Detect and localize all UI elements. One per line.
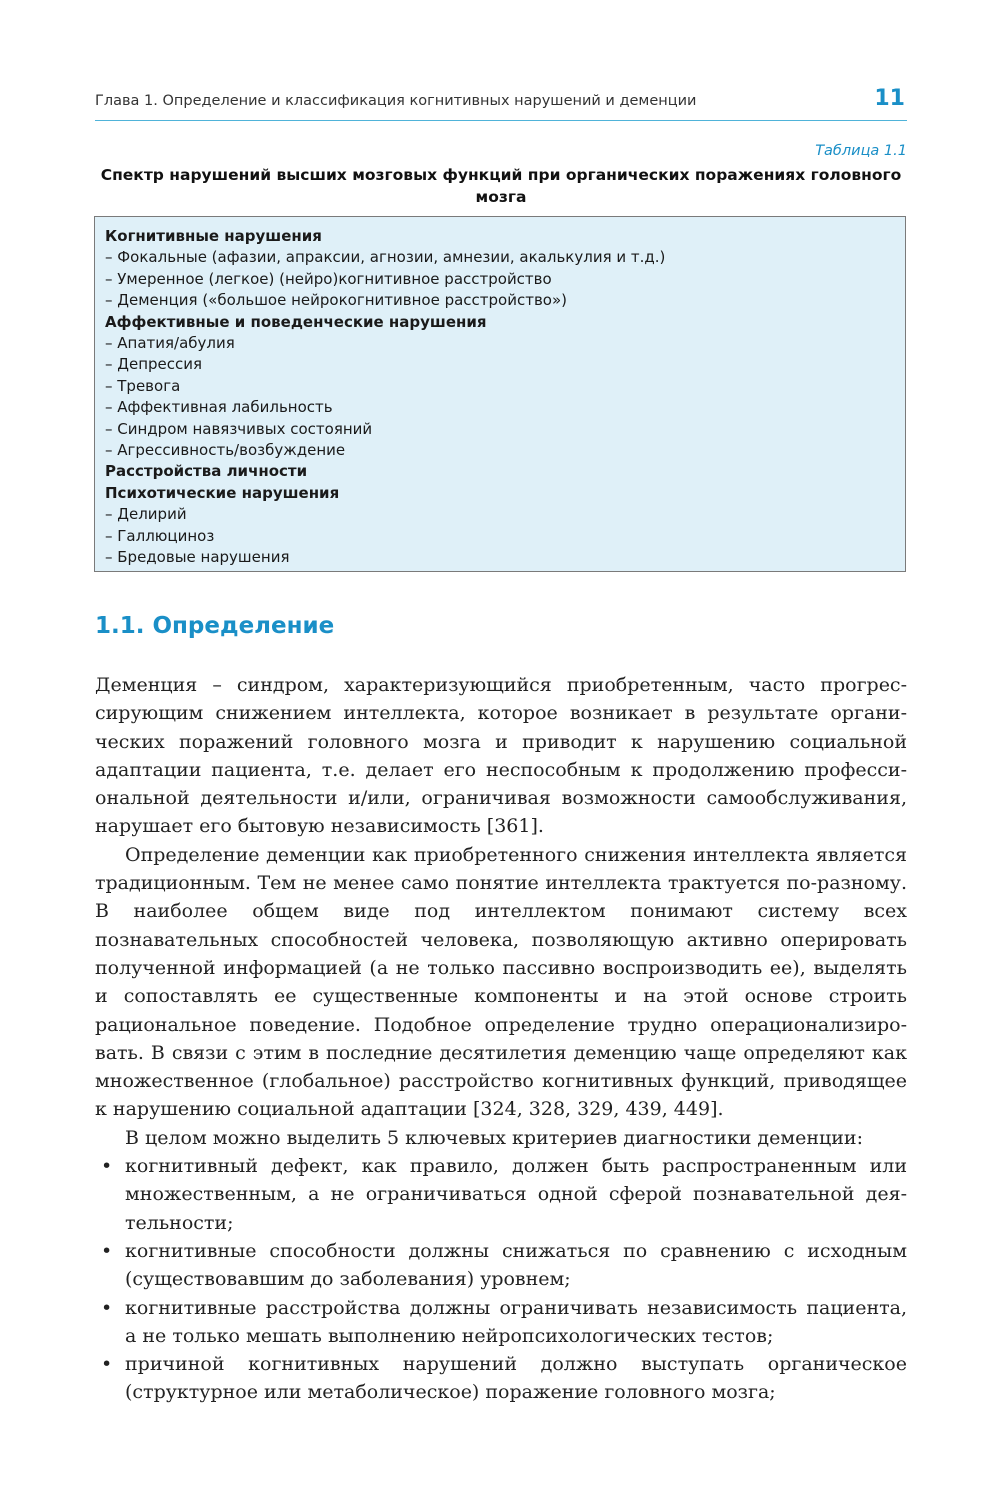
table-row: – Галлюциноз	[105, 526, 215, 545]
table-row: – Фокальные (афазии, апраксии, агнозии, амнезии, акалькулия и т.д.)	[105, 248, 666, 267]
section-heading: 1.1. Определение	[95, 613, 335, 639]
table-row: Расстройства личности	[105, 462, 308, 481]
list-item	[95, 1294, 907, 1351]
table-row: – Умеренное (легкое) (нейро)когнитивное расстройство	[105, 269, 552, 288]
list-item	[95, 1152, 907, 1237]
bullet-icon: •	[101, 1155, 113, 1178]
page-number: 11	[874, 86, 905, 111]
body-text	[95, 671, 907, 1407]
bullet-icon: •	[101, 1296, 113, 1319]
table-row: – Синдром навязчивых состояний	[105, 419, 373, 438]
bullet-icon: •	[101, 1353, 113, 1376]
chapter-title: Глава 1. Определение и классификация когнитивных нарушений и деменции	[95, 93, 697, 109]
paragraph-intellect: Определение деменции как приобретенного снижения интеллекта является традиционным. Тем не менее само понятие интеллекта трактуется по-разному. В наиболее общем виде под интеллектом понимают систему всех познавательных способностей человека, позволяющую активно оперировать полученной информацией (а не только пассивно воспроизводить ее), выделять и сопоставлять ее существенные компоненты и на этой основе строить рациональное поведение. Подобное определение трудно операционализировать. В связи с этим в последние десятилетия деменцию чаще определяют как множественное (глобальное) расстройство когнитивных функций, приводящее к нарушению социальной адаптации [324, 328, 329, 439, 449].	[95, 843, 907, 1121]
list-item-text: когнитивные расстройства должны ограничивать независимость пациента, а не только мешать выполнению нейропсихологических тестов;	[125, 1296, 907, 1347]
bullet-icon: •	[101, 1239, 113, 1262]
table-row: – Делирий	[105, 505, 187, 524]
table-box	[94, 216, 906, 572]
list-item-text: когнитивный дефект, как правило, должен быть распространенным или множественным, а не ограничиваться одной сферой познавательной деятельности;	[125, 1155, 907, 1234]
list-item	[95, 1237, 907, 1294]
table-row: Психотические нарушения	[105, 483, 340, 502]
criteria-list	[95, 1152, 907, 1407]
table-row: – Бредовые нарушения	[105, 548, 290, 567]
list-item-text: причиной когнитивных нарушений должно выступать органическое (структурное или метаболическое) поражение головного мозга;	[125, 1353, 907, 1404]
table-row: – Аффективная лабильность	[105, 398, 333, 417]
table-row: – Тревога	[105, 376, 181, 395]
paragraph-criteria-intro: В целом можно выделить 5 ключевых критериев диагностики деменции:	[125, 1126, 863, 1149]
table-row: Когнитивные нарушения	[105, 227, 322, 245]
running-header	[95, 86, 907, 121]
table-caption: Таблица 1.1	[815, 143, 907, 159]
paragraph-definition: Деменция – синдром, характеризующийся приобретенным, часто прогрессирующим снижением интеллекта, которое возникает в результате органических поражений головного мозга и приводит к нарушению социальной адаптации пациента, т.е. делает его неспособным к продолжению профессиональной деятельности и/или, ограничивая возможности самообслуживания, нарушает его бытовую независимость [361].	[95, 674, 907, 838]
list-item-text: когнитивные способности должны снижаться по сравнению с исходным (существовавшим до заболевания) уровнем;	[125, 1239, 907, 1291]
table-row: – Деменция («большое нейрокогнитивное расстройство»)	[105, 291, 567, 310]
table-title: Спектр нарушений высших мозговых функций при органических поражениях головного мозга	[100, 166, 902, 206]
table-row: – Апатия/абулия	[105, 334, 235, 353]
list-item	[95, 1350, 907, 1407]
table-row: Аффективные и поведенческие нарушения	[105, 312, 487, 331]
table-row: – Агрессивность/возбуждение	[105, 441, 346, 460]
table-row: – Депрессия	[105, 355, 203, 374]
